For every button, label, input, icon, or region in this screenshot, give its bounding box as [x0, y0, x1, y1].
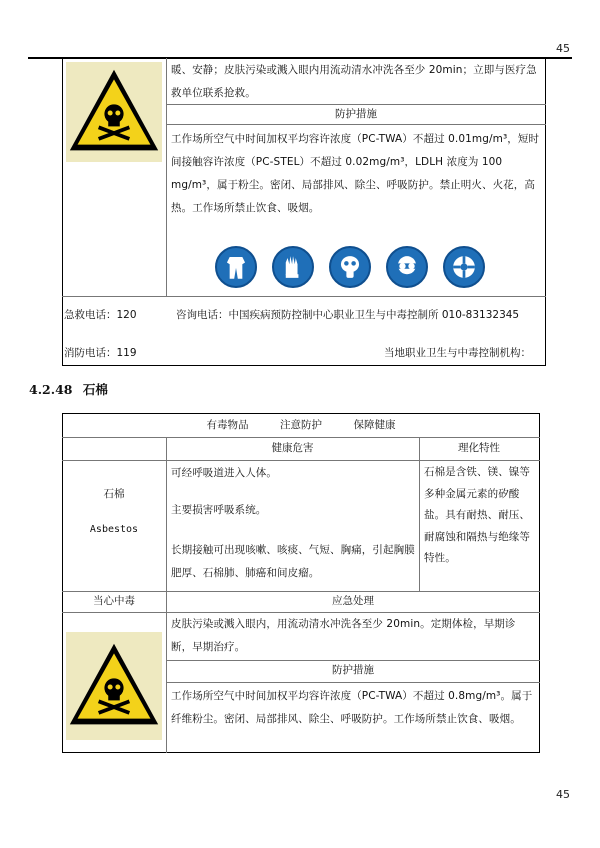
protect-header-2: 防护措施: [332, 664, 374, 676]
health-line-1: 可经呼吸道进入人体。: [171, 467, 277, 479]
section-heading: [29, 380, 108, 398]
protect-header-1: 防护措施: [335, 108, 377, 120]
health-header: 健康危害: [271, 442, 314, 454]
warning-sign-2: [66, 632, 162, 740]
emergency-phone: 急救电话：120: [64, 309, 137, 321]
banner: 有毒物品 注意防护 保障健康: [206, 419, 396, 431]
local-agency: 当地职业卫生与中毒控制机构：: [384, 347, 531, 359]
props-text: 石棉是含铁、镁、镍等多种金属元素的矽酸盐。具有耐热、耐压、耐腐蚀和隔热与绝缘等特性。: [424, 466, 530, 564]
substance-name-cn: 石棉: [103, 488, 125, 500]
health-line-3: 长期接触可出现咳嗽、咳痰、气短、胸痛，引起胸膜肥厚、石棉肺、肺癌和间皮瘤。: [171, 544, 415, 579]
first-aid-text-cont: 暖、安静；皮肤污染或溅入眼内用流动清水冲洗各至少 20min；立即与医疗急救单位联系抢救。: [171, 64, 537, 99]
caution-label: 当心中毒: [93, 595, 135, 607]
page-number-bottom: 45: [556, 788, 570, 801]
section-title: 石棉: [82, 382, 108, 397]
safety-goggles-icon: [386, 246, 428, 288]
toxic-warning-icon: [66, 62, 162, 162]
emergency-header: 应急处理: [332, 595, 374, 607]
fire-phone: 消防电话：119: [64, 347, 137, 359]
consult-phone: 咨询电话：中国疾病预防控制中心职业卫生与中毒控制所 010-83132345: [176, 309, 520, 321]
warning-sign: [66, 62, 162, 162]
protect-text-1: 工作场所空气中时间加权平均容许浓度（PC-TWA）不超过 0.01mg/m³，短时间接触容许浓度（PC-STEL）不超过 0.02mg/m³，LDLH 浓度为 100 mg/m³，属于粉尘。密闭、局部排风、除尘、呼吸防护。禁止明火、火花，高热。工作场所禁止饮食、吸烟。: [171, 133, 540, 214]
substance-name-en: Asbestos: [89, 524, 139, 535]
section-number: 4.2.48: [29, 382, 73, 397]
toxic-warning-icon: [66, 632, 162, 740]
protective-suit-icon: [215, 246, 257, 288]
gas-mask-icon: [329, 246, 371, 288]
props-header: 理化特性: [458, 442, 500, 454]
page-number-top: 45: [556, 42, 570, 55]
protect-text-2: 工作场所空气中时间加权平均容许浓度（PC-TWA）不超过 0.8mg/m³。属于纤维粉尘。密闭、局部排风、除尘、呼吸防护。工作场所禁止饮食、吸烟。: [171, 690, 533, 725]
emergency-text: 皮肤污染或溅入眼内，用流动清水冲洗各至少 20min。定期体检，早期诊断，早期治疗。: [171, 618, 516, 653]
health-line-2: 主要损害呼吸系统。: [171, 504, 267, 516]
protective-face-shield-icon: [443, 246, 485, 288]
protective-gloves-icon: [272, 246, 314, 288]
